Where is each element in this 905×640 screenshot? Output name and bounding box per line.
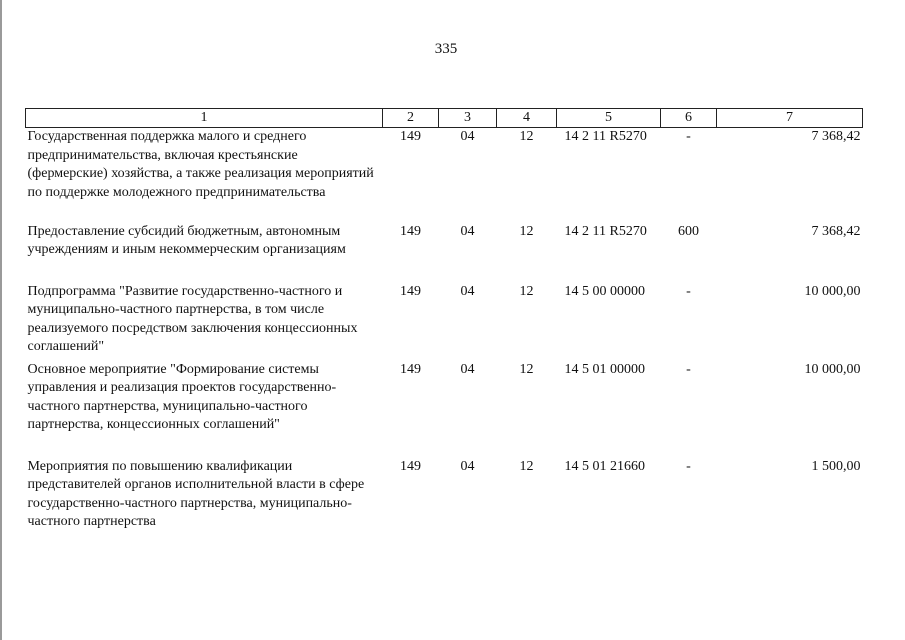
section-code-cell: 04	[460, 458, 475, 474]
expense-type-cell: 600	[678, 223, 699, 239]
header-col-4: 4	[497, 109, 557, 128]
page-edge-rule	[0, 0, 2, 640]
subsection-code-cell: 12	[519, 129, 534, 144]
ministry-code-cell: 149	[400, 223, 421, 239]
amount-cell: 10 000,00	[804, 283, 861, 299]
expense-type-cell: -	[686, 283, 691, 299]
subsection-code-cell: 12	[519, 361, 534, 377]
row-name-cell: Мероприятия по повышению квалификации представителей органов исполнительной власти в сфере государственно-частного партнерства, муниципально-частного партнерства	[27, 458, 365, 529]
row-name-cell: Государственная поддержка малого и среднего предпринимательства, включая крестьянские (фермерские) хозяйства, а также реализация мероприятий по поддержке молодежного предпринимательства	[27, 129, 374, 200]
table-row	[26, 361, 863, 458]
section-code-cell: 04	[460, 361, 475, 377]
target-article-cell: 14 5 00 00000	[564, 283, 645, 299]
header-col-5: 5	[557, 109, 661, 128]
header-col-7: 7	[717, 109, 863, 128]
target-article-cell: 14 2 11 R5270	[564, 129, 647, 144]
header-col-2: 2	[383, 109, 439, 128]
header-col-6: 6	[661, 109, 717, 128]
target-article-cell: 14 5 01 00000	[564, 361, 645, 377]
expense-type-cell: -	[686, 458, 691, 474]
subsection-code-cell: 12	[519, 458, 534, 474]
table-row	[26, 223, 863, 283]
ministry-code-cell: 149	[400, 129, 421, 144]
subsection-code-cell: 12	[519, 283, 534, 299]
table-row	[26, 458, 863, 536]
ministry-code-cell: 149	[400, 283, 421, 299]
target-article-cell: 14 2 11 R5270	[564, 223, 647, 239]
ministry-code-cell: 149	[400, 458, 421, 474]
section-code-cell: 04	[460, 129, 475, 144]
section-code-cell: 04	[460, 223, 475, 239]
amount-cell: 10 000,00	[804, 361, 861, 377]
amount-cell: 7 368,42	[811, 129, 861, 144]
expense-type-cell: -	[686, 129, 691, 144]
subsection-code-cell: 12	[519, 223, 534, 239]
header-col-1: 1	[26, 109, 383, 128]
page-number: 335	[434, 41, 458, 57]
table-row	[26, 283, 863, 361]
table-header-row	[26, 109, 863, 128]
expense-type-cell: -	[686, 361, 691, 377]
header-col-3: 3	[439, 109, 497, 128]
table-row	[26, 128, 863, 223]
row-name-cell: Основное мероприятие "Формирование системы управления и реализация проектов государственно-частного партнерства, муниципально-частного партнерства, концессионных соглашений"	[27, 361, 337, 432]
amount-cell: 1 500,00	[811, 458, 861, 474]
amount-cell: 7 368,42	[811, 223, 861, 239]
ministry-code-cell: 149	[400, 361, 421, 377]
row-name-cell: Подпрограмма "Развитие государственно-частного и муниципально-частного партнерства, в том числе реализуемого посредством заключения концессионных соглашений"	[27, 283, 358, 354]
budget-table	[25, 108, 863, 536]
target-article-cell: 14 5 01 21660	[564, 458, 645, 474]
row-name-cell: Предоставление субсидий бюджетным, автономным учреждениям и иным некоммерческим организациям	[27, 223, 346, 257]
section-code-cell: 04	[460, 283, 475, 299]
